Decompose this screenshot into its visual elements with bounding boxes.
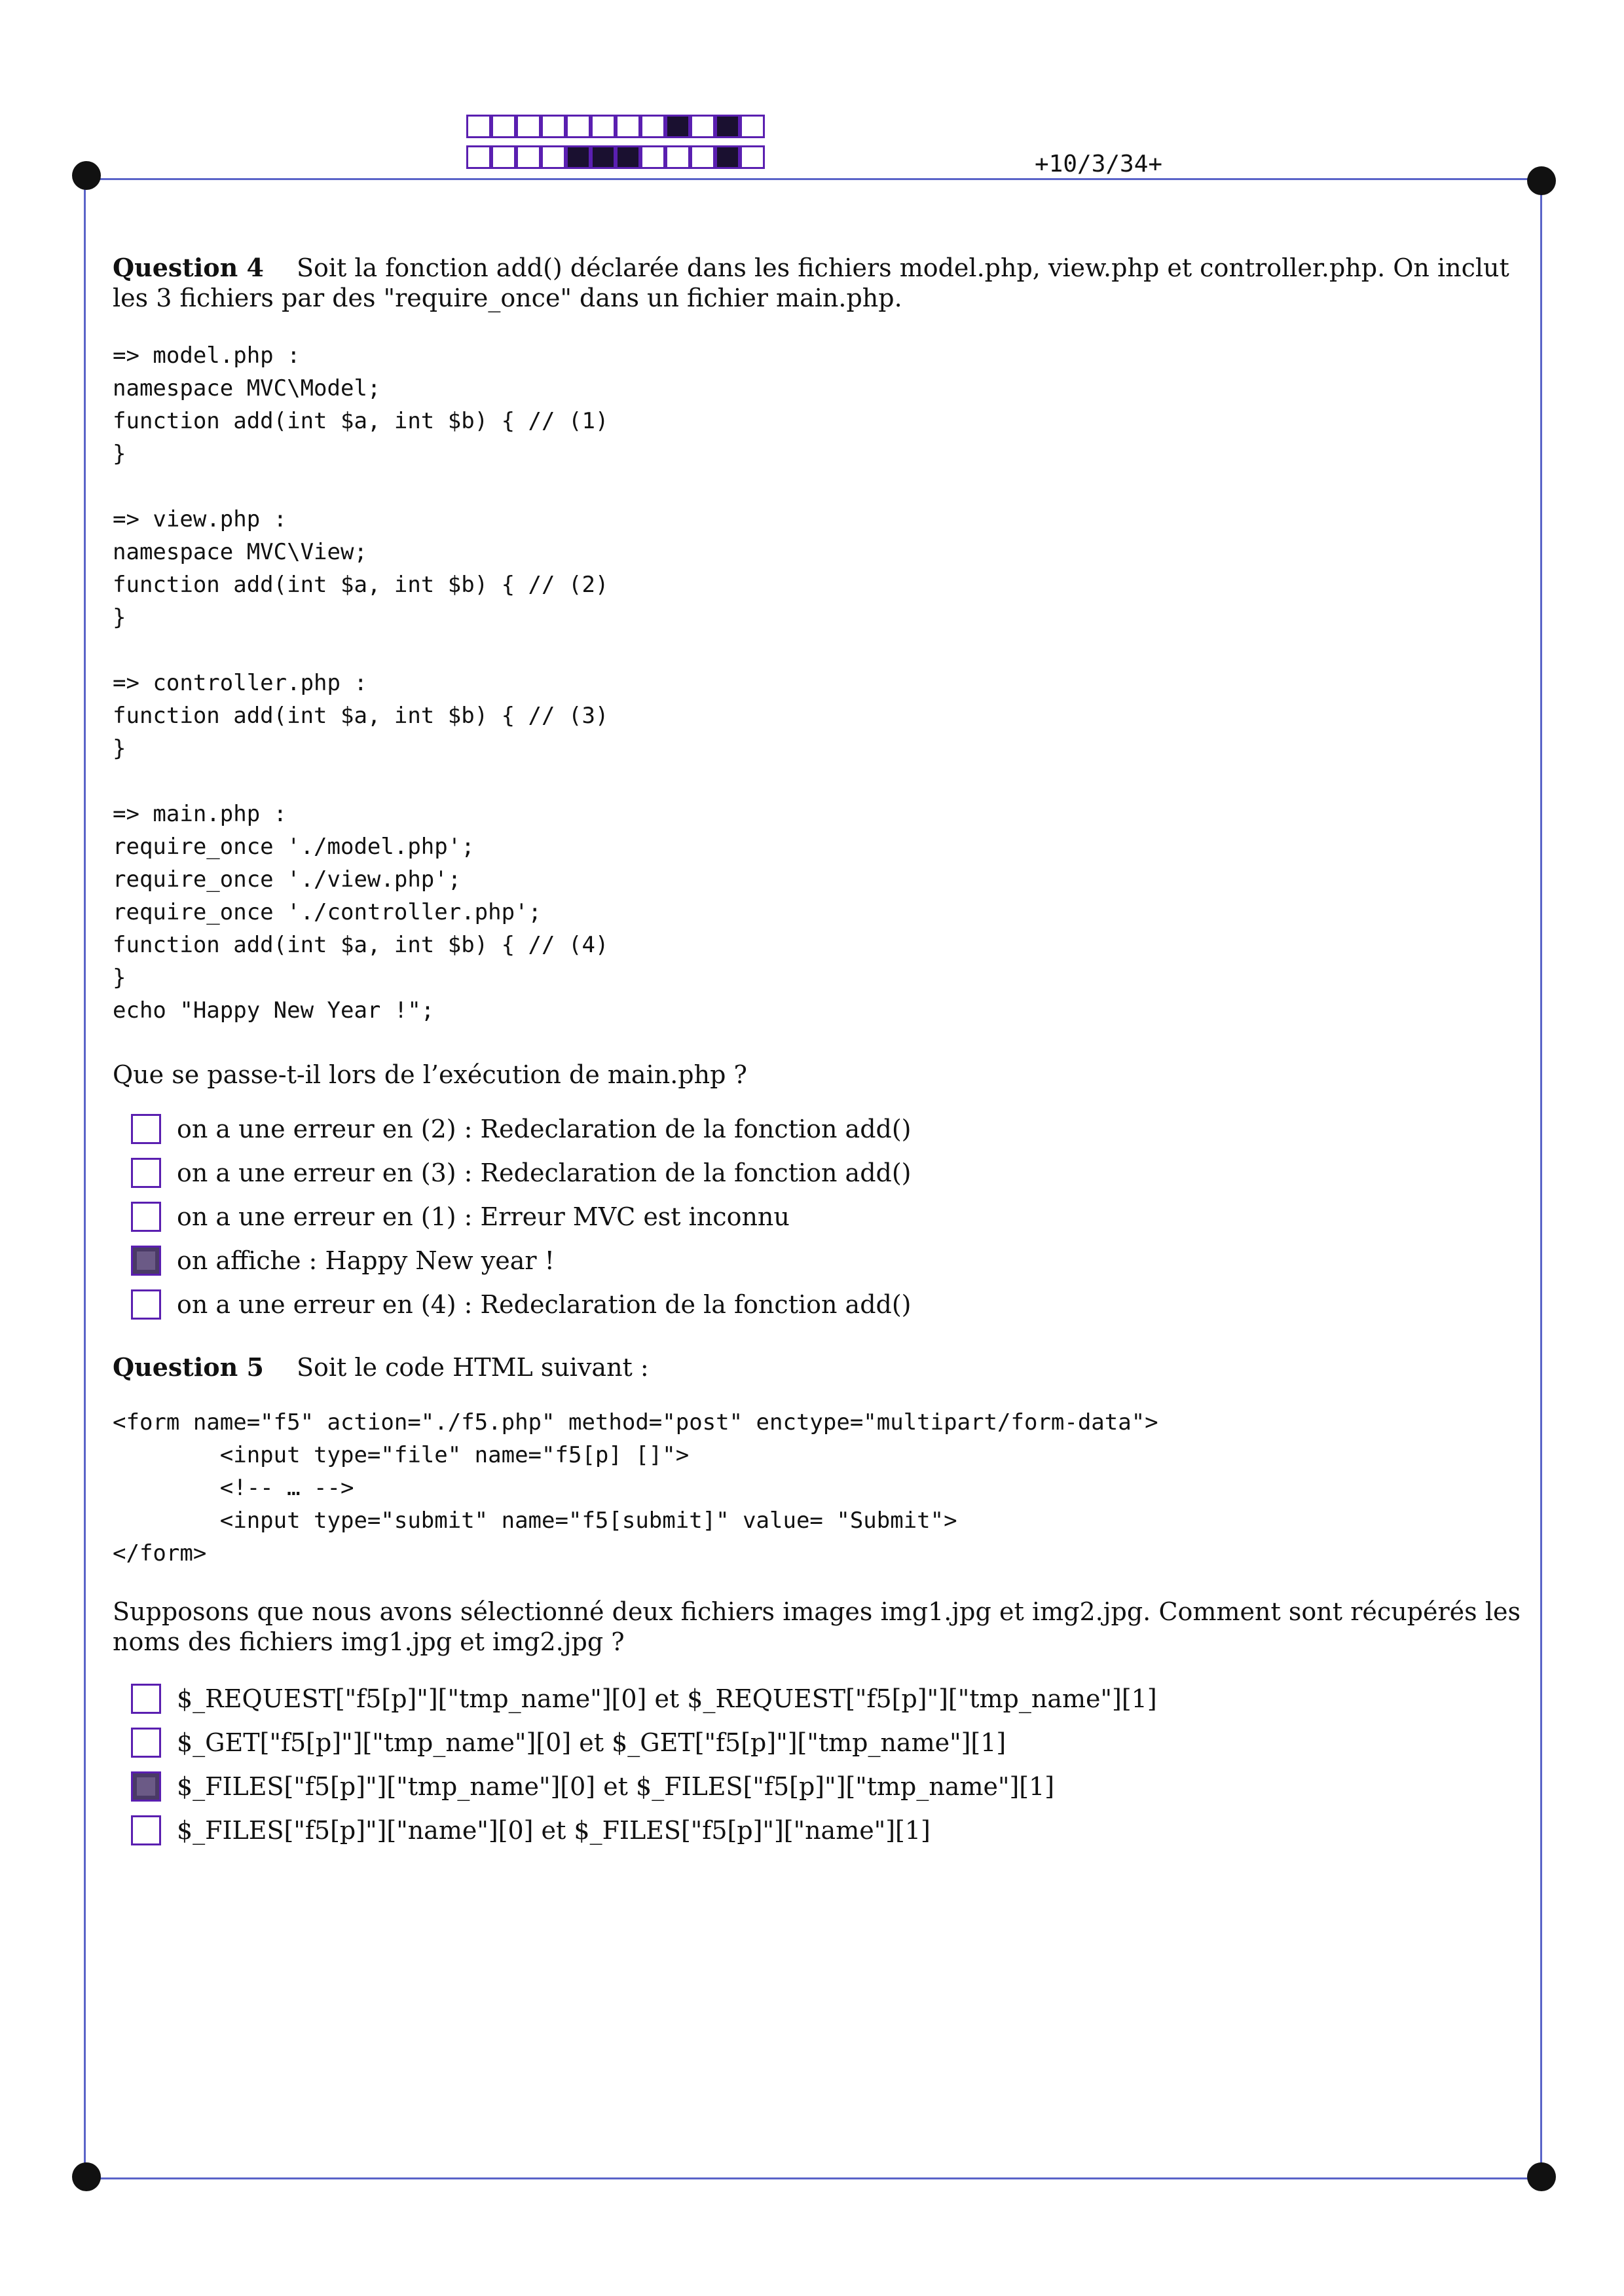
answer-option[interactable]: [131, 1107, 912, 1151]
answer-text: on a une erreur en (3) : Redeclaration de la fonction add(): [177, 1158, 912, 1187]
frame-bottom-line: [92, 2177, 1539, 2179]
question-5-question: Supposons que nous avons sélectionné deux fichiers images img1.jpg et img2.jpg. Comment sont récupérés les noms des fichiers img1.jpg et img2.jpg ?: [113, 1597, 1521, 1656]
id-box: [715, 145, 740, 169]
id-box: [616, 115, 640, 138]
id-box: [665, 115, 690, 138]
answer-text: $_GET["f5[p]"]["tmp_name"][0] et $_GET["f5[p]"]["tmp_name"][1]: [177, 1728, 1006, 1757]
answer-option[interactable]: [131, 1238, 912, 1282]
id-box: [690, 145, 715, 169]
question-5-label: Question 5: [113, 1352, 264, 1382]
id-box: [566, 115, 591, 138]
question-5-answers: [131, 1676, 1157, 1852]
answer-text: on a une erreur en (2) : Redeclaration de la fonction add(): [177, 1114, 912, 1143]
answer-checkbox[interactable]: [131, 1728, 161, 1758]
question-5-code: <form name="f5" action="./f5.php" method="post" enctype="multipart/form-data"> <input type="file" name="f5[p] []"> <!-- … --> <input type="submit" name="f5[submit]" value= "Submit"> </form>: [113, 1409, 1158, 1566]
question-5-text: Soit le code HTML suivant :: [296, 1353, 649, 1382]
id-box: [616, 145, 640, 169]
sheet-id: +10/3/34+: [1035, 151, 1163, 177]
answer-checkbox[interactable]: [131, 1684, 161, 1714]
frame-right-line: [1540, 178, 1542, 2177]
id-box: [740, 145, 765, 169]
answer-option[interactable]: [131, 1282, 912, 1326]
id-box: [466, 115, 491, 138]
answer-checkbox[interactable]: [131, 1815, 161, 1845]
id-box: [491, 145, 516, 169]
answer-text: $_FILES["f5[p]"]["name"][0] et $_FILES["f5[p]"]["name"][1]: [177, 1815, 931, 1845]
id-box: [715, 115, 740, 138]
id-box: [640, 115, 665, 138]
corner-mark-top-left: [72, 161, 101, 190]
id-box-row-1: [466, 115, 765, 138]
answer-option[interactable]: [131, 1808, 1157, 1852]
id-box: [466, 145, 491, 169]
question-4-label: Question 4: [113, 253, 264, 282]
id-box-row-2: [466, 145, 765, 169]
id-box: [541, 115, 566, 138]
question-4-question: Que se passe-t-il lors de l’exécution de main.php ?: [113, 1060, 747, 1089]
answer-text: on affiche : Happy New year !: [177, 1246, 555, 1275]
frame-left-line: [84, 178, 86, 2177]
id-box: [491, 115, 516, 138]
corner-mark-top-right: [1527, 166, 1556, 195]
answer-checkbox[interactable]: [131, 1246, 161, 1276]
answer-text: $_FILES["f5[p]"]["tmp_name"][0] et $_FILES["f5[p]"]["tmp_name"][1]: [177, 1771, 1055, 1801]
answer-checkbox[interactable]: [131, 1771, 161, 1802]
question-5-prompt: [113, 1352, 1521, 1382]
id-box: [591, 145, 616, 169]
answer-checkbox[interactable]: [131, 1289, 161, 1320]
id-box: [591, 115, 616, 138]
answer-checkbox[interactable]: [131, 1114, 161, 1144]
frame-top-line: [92, 178, 1539, 180]
id-box: [566, 145, 591, 169]
id-box: [690, 115, 715, 138]
question-4-answers: [131, 1107, 912, 1326]
question-4-code: => model.php : namespace MVC\Model; function add(int $a, int $b) { // (1) } => view.php : namespace MVC\View; function add(int $a, int $b) { // (2) } => controller.php : function add(int $a, int $b) { // (3) } => main.php : require_once './model.php'; require_once './view.php'; require_once './controller.php'; function add(int $a, int $b) { // (4) } echo "Happy New Year !";: [113, 343, 609, 1024]
question-4-prompt: [113, 253, 1521, 313]
answer-text: $_REQUEST["f5[p]"]["tmp_name"][0] et $_REQUEST["f5[p]"]["tmp_name"][1]: [177, 1684, 1157, 1713]
answer-option[interactable]: [131, 1676, 1157, 1720]
answer-option[interactable]: [131, 1194, 912, 1238]
answer-checkbox[interactable]: [131, 1158, 161, 1188]
corner-mark-bottom-left: [72, 2162, 101, 2191]
id-box: [541, 145, 566, 169]
id-box: [516, 115, 541, 138]
corner-mark-bottom-right: [1527, 2162, 1556, 2191]
id-box: [740, 115, 765, 138]
id-box: [516, 145, 541, 169]
answer-option[interactable]: [131, 1720, 1157, 1764]
question-4-text: Soit la fonction add() déclarée dans les fichiers model.php, view.php et controller.php. On inclut les 3 fichiers par des "require_once" dans un fichier main.php.: [113, 253, 1509, 312]
answer-text: on a une erreur en (1) : Erreur MVC est inconnu: [177, 1202, 790, 1231]
answer-checkbox[interactable]: [131, 1202, 161, 1232]
answer-text: on a une erreur en (4) : Redeclaration de la fonction add(): [177, 1289, 912, 1319]
answer-option[interactable]: [131, 1151, 912, 1194]
id-box: [665, 145, 690, 169]
answer-option[interactable]: [131, 1764, 1157, 1808]
id-box: [640, 145, 665, 169]
